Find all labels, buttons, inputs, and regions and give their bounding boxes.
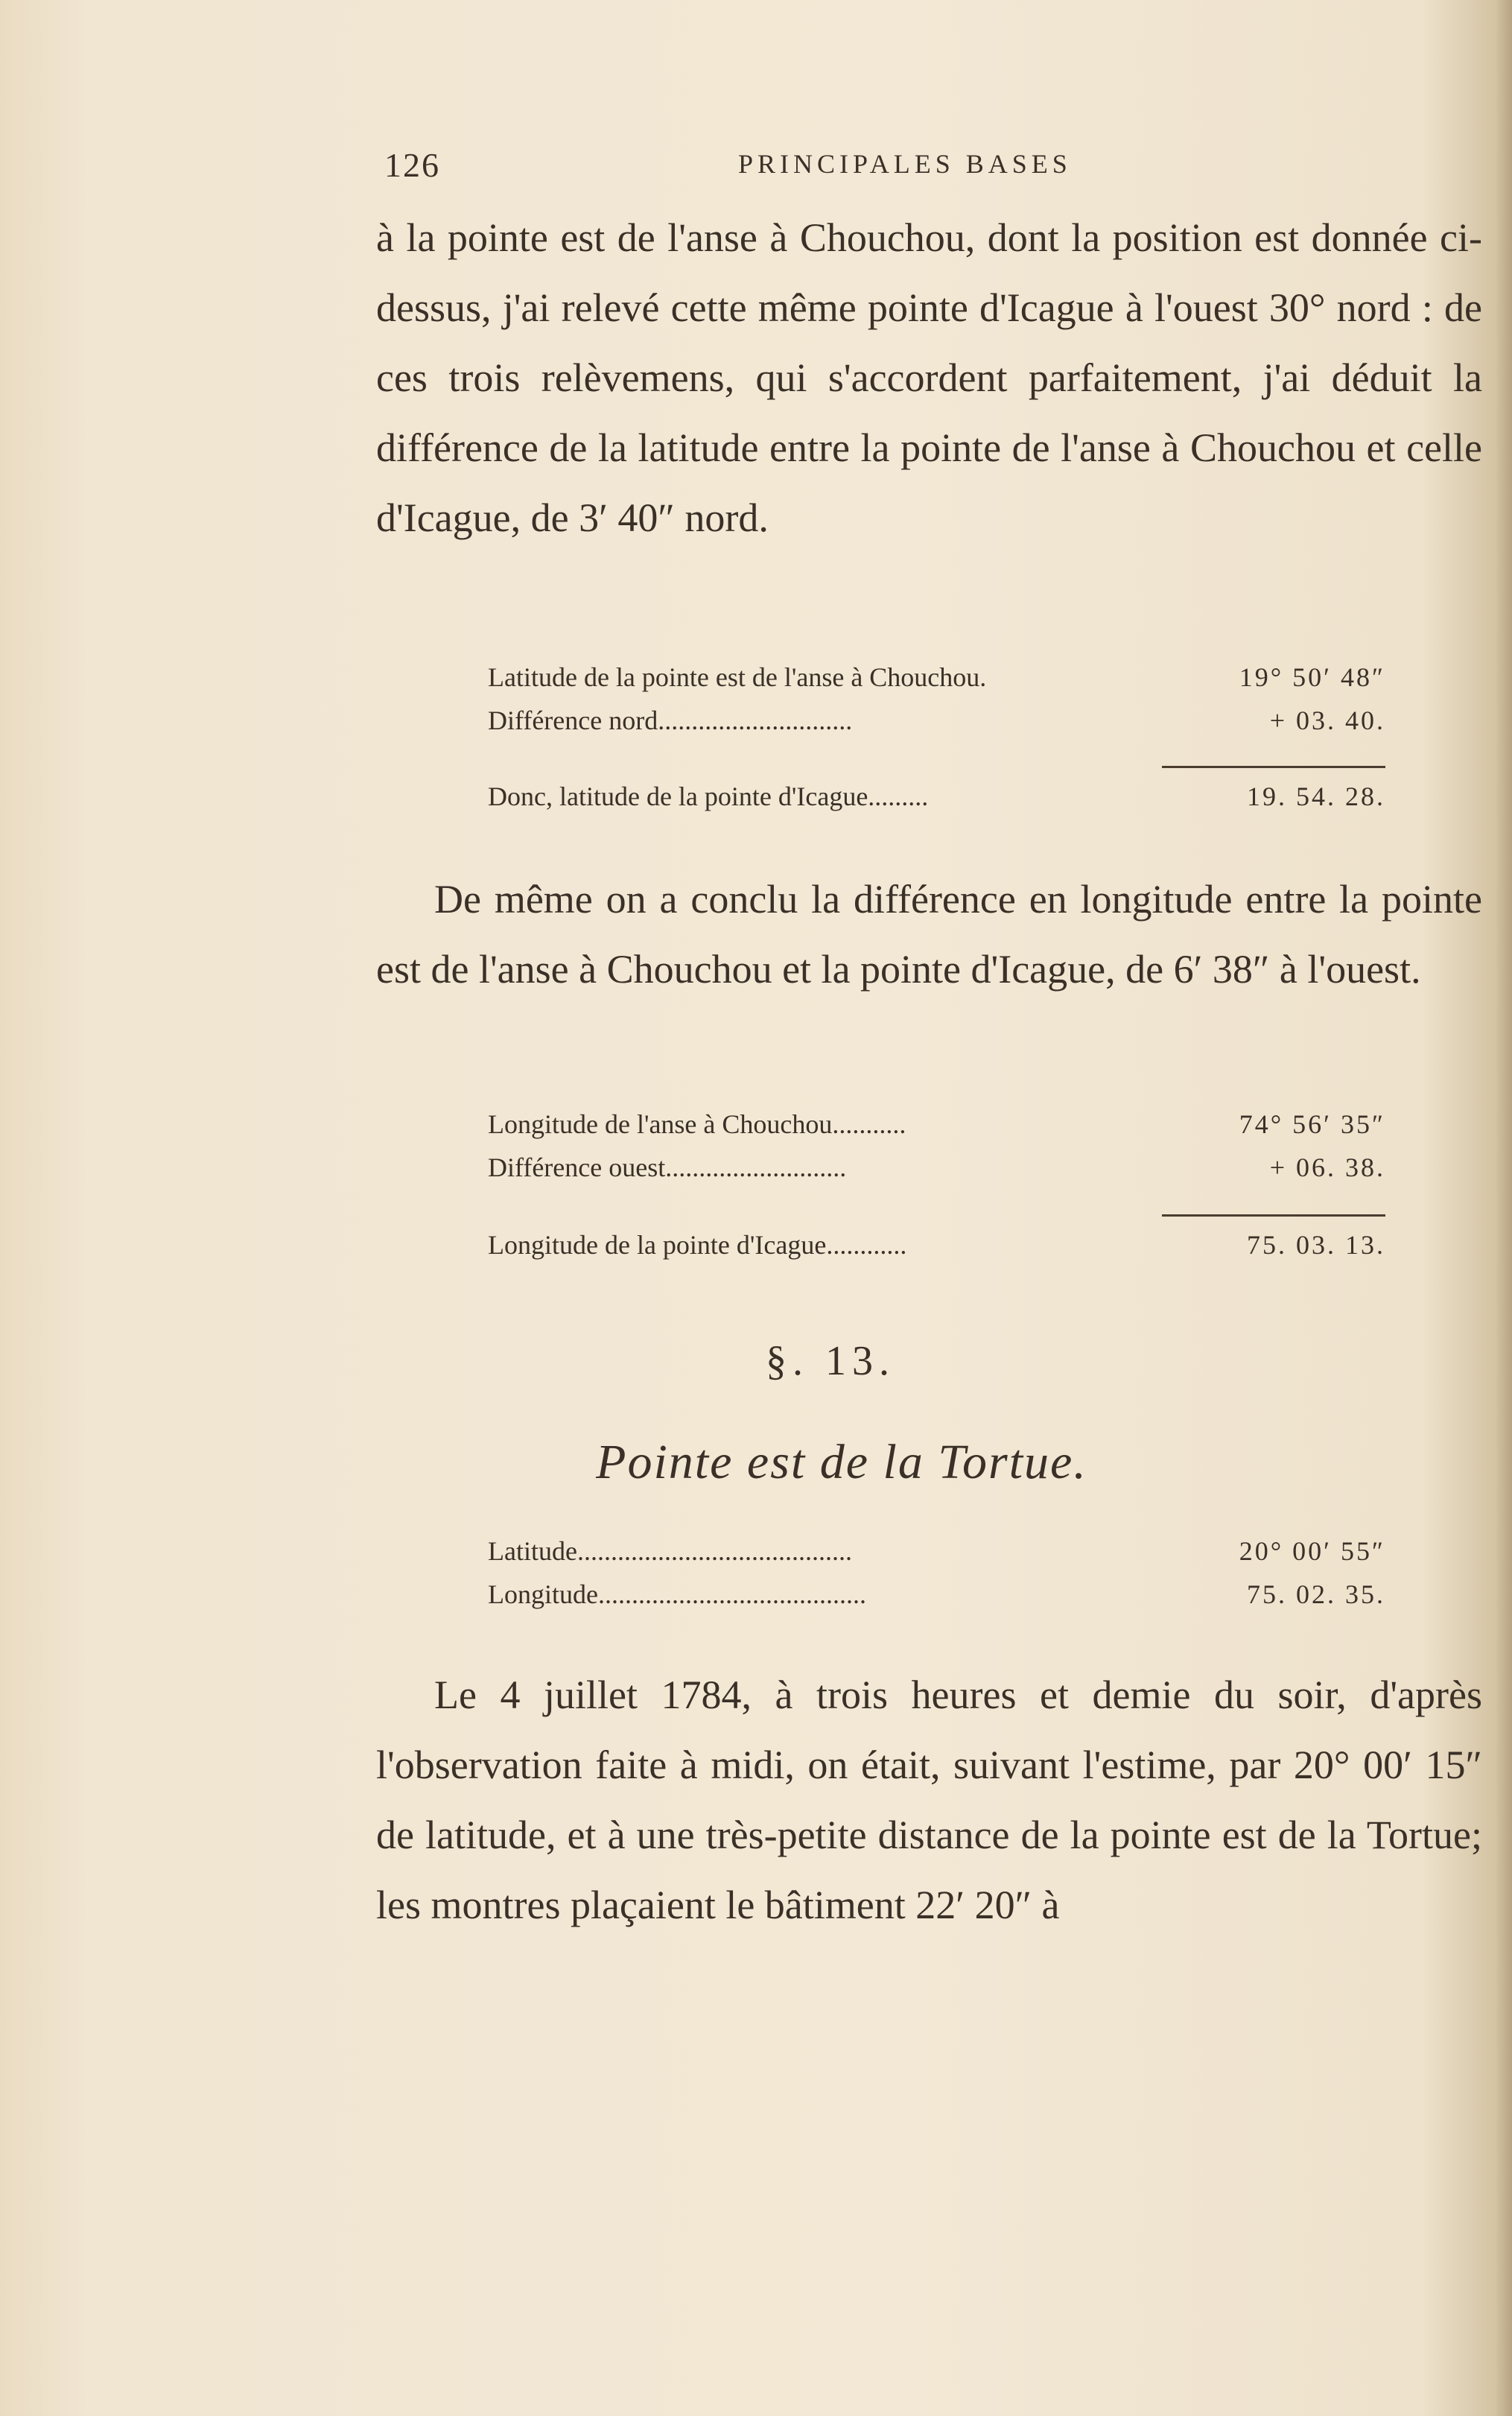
total-row [488, 775, 1385, 818]
tortue-position-table [488, 1529, 1385, 1616]
row-value: + 06. 38. [1269, 1152, 1385, 1182]
row-label: Latitude......................................... [488, 1536, 852, 1566]
total-label: Longitude de la pointe d'Icague............ [488, 1230, 907, 1260]
sum-rule [1162, 766, 1385, 768]
total-value: 19. 54. 28. [1247, 781, 1385, 811]
row-value: 19° 50′ 48″ [1239, 662, 1385, 692]
row-value: 74° 56′ 35″ [1239, 1109, 1385, 1139]
running-title: PRINCIPALES BASES [738, 149, 1072, 179]
longitude-calculation-table [488, 1103, 1385, 1260]
row-label: Différence nord............................. [488, 706, 853, 735]
row-value: 75. 02. 35. [1247, 1579, 1385, 1609]
row-label: Latitude de la pointe est de l'anse à Chouchou. [488, 662, 987, 692]
table-row [488, 1529, 1385, 1573]
page-number: 126 [384, 146, 440, 184]
latitude-calculation-table [488, 656, 1385, 811]
paragraph-2: De même on a conclu la différence en longitude entre la pointe est de l'anse à Chouchou et la pointe d'Icague, de 6′ 38″ à l'ouest. [376, 877, 1482, 992]
section-title: Pointe est de la Tortue. [596, 1435, 1087, 1489]
row-label: Longitude........................................ [488, 1579, 866, 1609]
table-row [488, 1146, 1385, 1189]
table-row [488, 699, 1385, 742]
sum-rule [1162, 1214, 1385, 1217]
paragraph-3: Le 4 juillet 1784, à trois heures et demie du soir, d'après l'observation faite à midi, on était, suivant l'estime, par 20° 00′ 15″ de latitude, et à une très-petite distance de la pointe est de la Tortue; les montres plaçaient le bâtiment 22′ 20″ à [376, 1673, 1482, 1927]
row-label: Différence ouest........................... [488, 1152, 847, 1182]
total-label: Donc, latitude de la pointe d'Icague......... [488, 781, 929, 811]
table-row [488, 1103, 1385, 1146]
page-edge-shadow [1496, 0, 1512, 2416]
paragraph-1: à la pointe est de l'anse à Chouchou, dont la position est donnée ci-dessus, j'ai relevé cette même pointe d'Icague à l'ouest 30° nord : de ces trois relèvemens, qui s'accordent parfaitement, j'ai déduit la différence de la latitude entre la pointe de l'anse à Chouchou et celle d'Icague, de 3′ 40″ nord. [376, 215, 1482, 540]
section-number: §. 13. [766, 1338, 895, 1384]
total-value: 75. 03. 13. [1247, 1230, 1385, 1260]
row-value: + 03. 40. [1269, 706, 1385, 735]
running-head [384, 145, 1487, 190]
total-row [488, 1223, 1385, 1266]
row-label: Longitude de l'anse à Chouchou........... [488, 1109, 906, 1139]
row-value: 20° 00′ 55″ [1239, 1536, 1385, 1566]
table-row [488, 656, 1385, 699]
table-row [488, 1573, 1385, 1616]
